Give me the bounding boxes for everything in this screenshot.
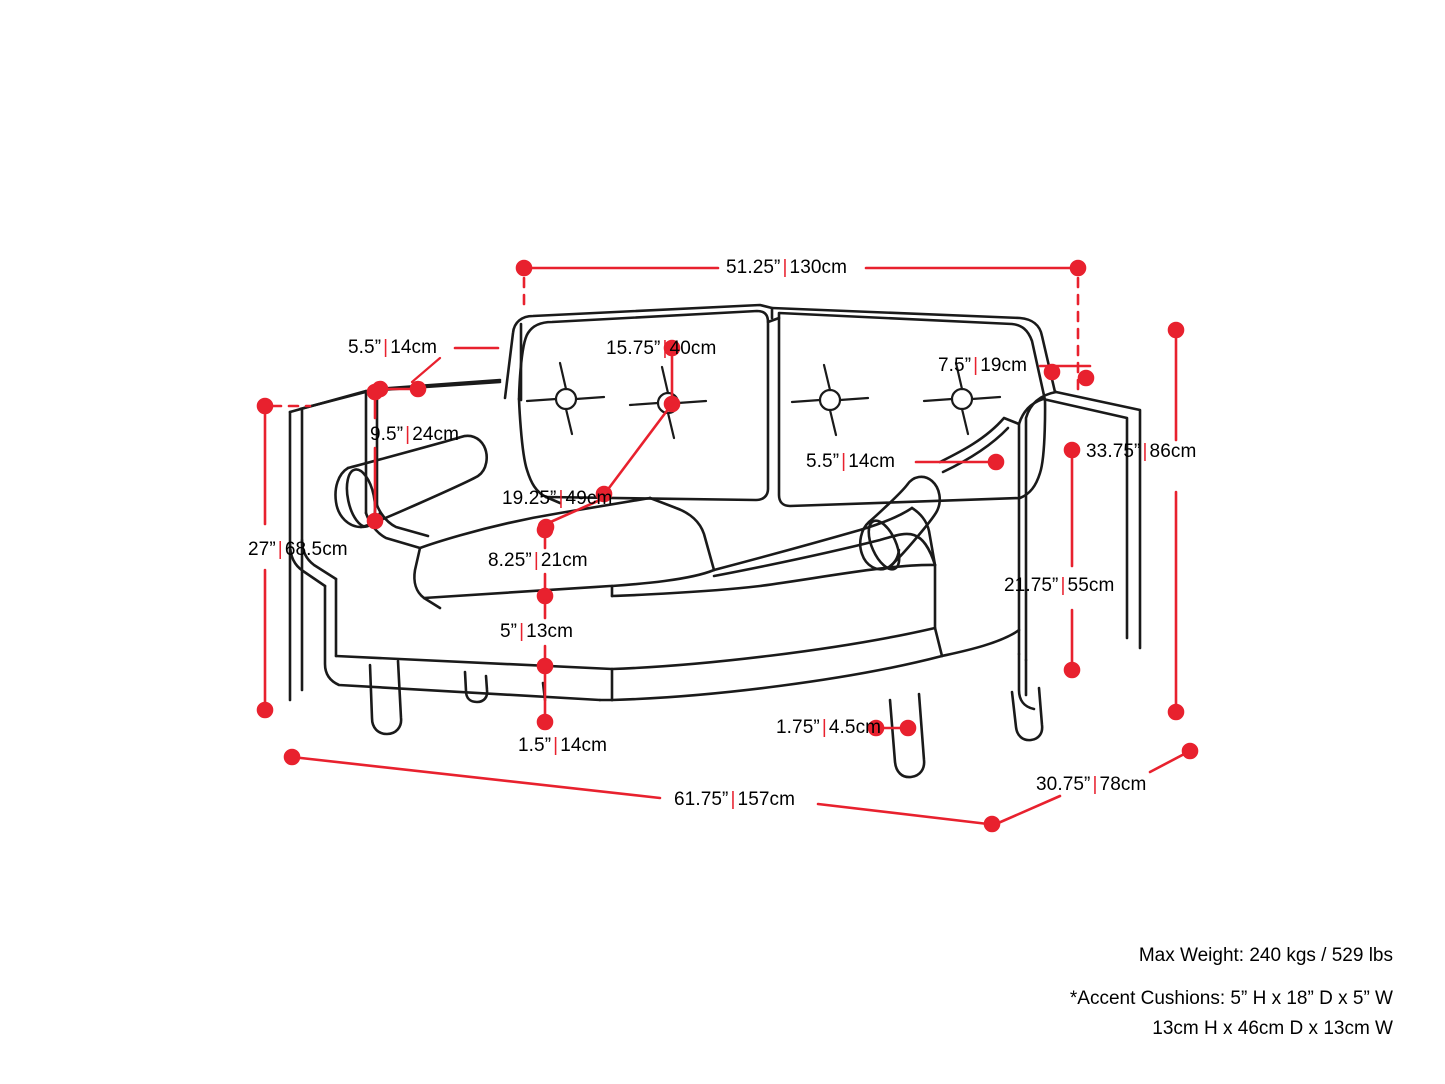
dim-arm-width-right: 7.5” | 19cm xyxy=(938,355,1028,376)
dim-seat-depth: 19.25” | 49cm xyxy=(502,488,613,509)
dim-back-top-thickness-right: 5.5” | 14cm xyxy=(806,451,896,472)
accent-cushions-imperial-note: *Accent Cushions: 5” H x 18” D x 5” W xyxy=(1069,988,1393,1010)
dim-back-cushion-height: 15.75” | 40cm xyxy=(606,338,717,359)
dim-seat-height-from-floor: 21.75” | 55cm xyxy=(1004,575,1115,596)
accent-cushions-metric-note: 13cm H x 46cm D x 13cm W xyxy=(1152,1017,1393,1039)
dim-base-rail-height: 1.5” | 14cm xyxy=(518,735,608,756)
dim-arm-thickness-top: 5.5” | 14cm xyxy=(348,337,438,358)
dim-arm-height-from-floor: 27” | 68.5cm xyxy=(248,539,348,560)
max-weight-note: Max Weight: 240 kgs / 529 lbs xyxy=(1138,945,1393,966)
dim-leg-width: 1.75” | 4.5cm xyxy=(776,717,882,738)
dim-seat-height-detail: 5” | 13cm xyxy=(500,621,574,642)
dim-overall-width: 61.75” | 157cm xyxy=(674,789,796,810)
dim-overall-back-width: 51.25” | 130cm xyxy=(726,257,848,278)
dim-overall-height: 33.75” | 86cm xyxy=(1086,441,1197,462)
dim-seat-cushion-thickness: 8.25” | 21cm xyxy=(488,550,588,571)
dim-arm-pad-depth: 9.5” | 24cm xyxy=(370,424,460,445)
notes-block xyxy=(1070,941,1393,1043)
dim-overall-depth: 30.75” | 78cm xyxy=(1036,774,1147,795)
